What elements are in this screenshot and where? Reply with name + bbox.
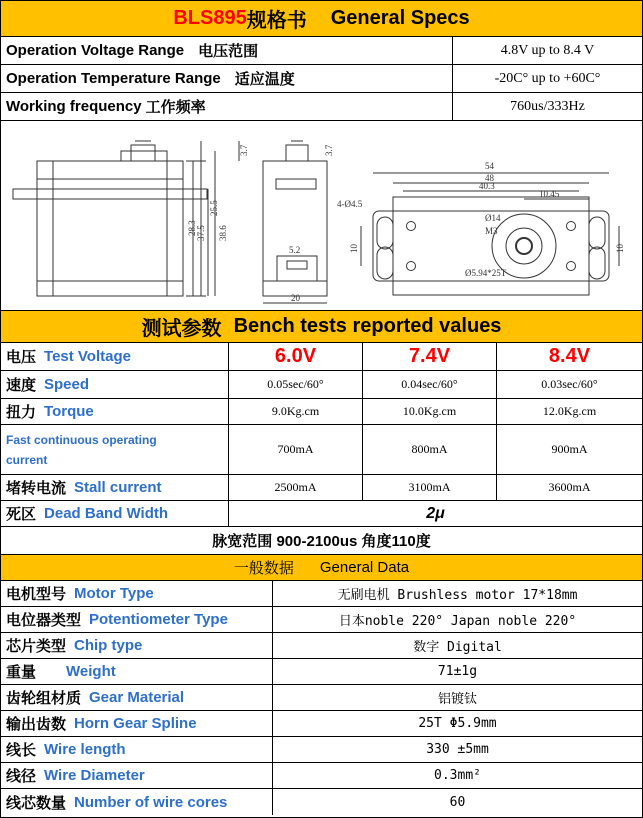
bench-row-stall — [1, 475, 642, 501]
stall-value: 3100mA — [363, 475, 497, 500]
general-value: 数字 Digital — [413, 640, 502, 655]
general-row — [1, 763, 642, 789]
dim-label: 10.45 — [539, 189, 560, 199]
dim-label: 28.3 — [187, 220, 197, 236]
dim-label: Ø14 — [485, 213, 501, 223]
torque-value: 12.0Kg.cm — [542, 404, 597, 418]
row-label-en: Torque — [44, 403, 94, 420]
general-row — [1, 711, 642, 737]
spec-row-voltage-range — [1, 37, 642, 65]
general-value: 无刷电机 Brushless motor 17*18mm — [337, 588, 578, 603]
row-label-en: Potentiometer Type — [89, 611, 228, 628]
row-label-en: Weight — [66, 663, 116, 680]
speed-value: 0.05sec/60° — [229, 371, 363, 398]
row-label-en: Speed — [44, 376, 90, 393]
row-label-en: Wire Diameter — [44, 767, 145, 784]
servo-dimension-drawing — [1, 121, 642, 310]
dim-label: 3.7 — [239, 144, 249, 156]
spec-value: 4.8V up to 8.4 V — [500, 42, 595, 58]
model-title-cn: 规格书 — [246, 10, 307, 32]
bench-row-torque — [1, 399, 642, 425]
title-en: General Specs — [330, 7, 470, 29]
spec-label-cn: 工作频率 — [145, 99, 206, 116]
spec-label: Operation Voltage Range — [6, 42, 185, 59]
spec-label-cn: 适应温度 — [234, 71, 295, 88]
row-label-cn: 重量 — [6, 664, 37, 681]
dim-label: 25.5 — [209, 200, 219, 216]
speed-value: 0.04sec/60° — [363, 371, 497, 398]
spec-label: Operation Temperature Range — [6, 70, 221, 87]
row-label-cn: 速度 — [6, 377, 37, 394]
current-value: 700mA — [229, 425, 363, 474]
row-label-en: Gear Material — [89, 689, 185, 706]
voltage-value: 8.4V — [548, 345, 591, 367]
dim-label: Ø5.94*25T — [465, 268, 507, 278]
dim-label: 10 — [615, 244, 625, 253]
stall-value: 3600mA — [548, 480, 591, 494]
row-label-cn: 电机型号 — [6, 586, 67, 603]
spec-value: 760us/333Hz — [510, 98, 585, 114]
bench-header — [1, 311, 642, 343]
general-value: 71±1g — [437, 664, 478, 679]
general-row — [1, 607, 642, 633]
general-row — [1, 633, 642, 659]
row-label-en: Fast continuous operating current — [6, 432, 157, 467]
spec-row-temperature — [1, 65, 642, 93]
general-value: 60 — [449, 794, 466, 810]
row-label-cn: 扭力 — [6, 404, 37, 421]
general-row — [1, 737, 642, 763]
row-label-cn: 电位器类型 — [6, 612, 82, 629]
voltage-value: 6.0V — [229, 343, 363, 370]
row-label-cn: 死区 — [6, 506, 37, 523]
spec-label: Working frequency — [6, 98, 142, 115]
pulse-row — [1, 527, 642, 555]
deadband-value: 2μ — [426, 504, 445, 522]
row-label-cn: 电压 — [6, 349, 37, 366]
general-value: 330 ±5mm — [426, 742, 489, 757]
general-data-title-en: General Data — [319, 559, 410, 576]
general-data-header — [1, 555, 642, 581]
pulse-range: 脉宽范围 900-2100us 角度110度 — [212, 533, 431, 550]
bench-title-en: Bench tests reported values — [233, 315, 502, 337]
dim-label: M3 — [485, 226, 498, 236]
dim-label: 20 — [291, 293, 300, 303]
current-value: 900mA — [551, 442, 588, 456]
row-label-cn: 芯片类型 — [6, 638, 67, 655]
general-row — [1, 581, 642, 607]
row-label-cn: 线径 — [6, 768, 37, 785]
dim-label: 54 — [485, 161, 494, 171]
stall-value: 2500mA — [229, 475, 363, 500]
bench-row-current — [1, 425, 642, 475]
general-row — [1, 789, 642, 815]
general-row — [1, 685, 642, 711]
row-label-en: Wire length — [44, 741, 126, 758]
torque-value: 9.0Kg.cm — [229, 399, 363, 424]
bench-title-cn: 测试参数 — [141, 318, 222, 340]
bench-row-voltage — [1, 343, 642, 371]
row-label-en: Motor Type — [74, 585, 154, 602]
spec-value: -20C° up to +60C° — [494, 70, 601, 86]
torque-value: 10.0Kg.cm — [363, 399, 497, 424]
row-label-en: Stall current — [74, 479, 162, 496]
spec-row-frequency — [1, 93, 642, 121]
voltage-value: 7.4V — [363, 343, 497, 370]
row-label-en: Test Voltage — [44, 348, 131, 365]
row-label-en: Chip type — [74, 637, 143, 654]
general-value: 0.3mm² — [434, 768, 481, 783]
dim-label: 38.6 — [218, 225, 228, 241]
general-row — [1, 659, 642, 685]
current-value: 800mA — [363, 425, 497, 474]
dim-label: 5.2 — [289, 245, 301, 255]
row-label-en: Dead Band Width — [44, 505, 169, 522]
general-value: 铝镀钛 — [437, 692, 477, 707]
row-label-en: Number of wire cores — [74, 793, 228, 811]
bench-row-deadband — [1, 501, 642, 527]
general-data-title-cn: 一般数据 — [233, 560, 294, 577]
dim-label: 3.7 — [324, 144, 334, 156]
spec-label-cn: 电压范围 — [198, 43, 259, 60]
technical-drawing — [1, 121, 642, 311]
bench-row-speed — [1, 371, 642, 399]
dim-label: 37.5 — [196, 225, 206, 241]
dim-label: 10 — [349, 244, 359, 253]
dim-label: 48 — [485, 173, 494, 183]
row-label-cn: 输出齿数 — [6, 716, 67, 733]
dim-label: 4-Ø4.5 — [337, 199, 363, 209]
row-label-cn: 堵转电流 — [6, 480, 67, 497]
row-label-cn: 线芯数量 — [6, 794, 67, 812]
row-label-cn: 线长 — [6, 742, 37, 759]
spec-header — [1, 1, 642, 37]
general-value: 25T Φ5.9mm — [418, 716, 497, 731]
row-label-cn: 齿轮组材质 — [6, 690, 82, 707]
model-name: BLS895 — [173, 7, 247, 29]
general-data-table — [1, 581, 642, 815]
spec-title — [1, 1, 642, 36]
row-label-en: Horn Gear Spline — [74, 715, 197, 732]
dim-label: 40.3 — [479, 181, 495, 191]
general-value: 日本noble 220° Japan noble 220° — [338, 614, 577, 629]
speed-value: 0.03sec/60° — [541, 377, 598, 391]
